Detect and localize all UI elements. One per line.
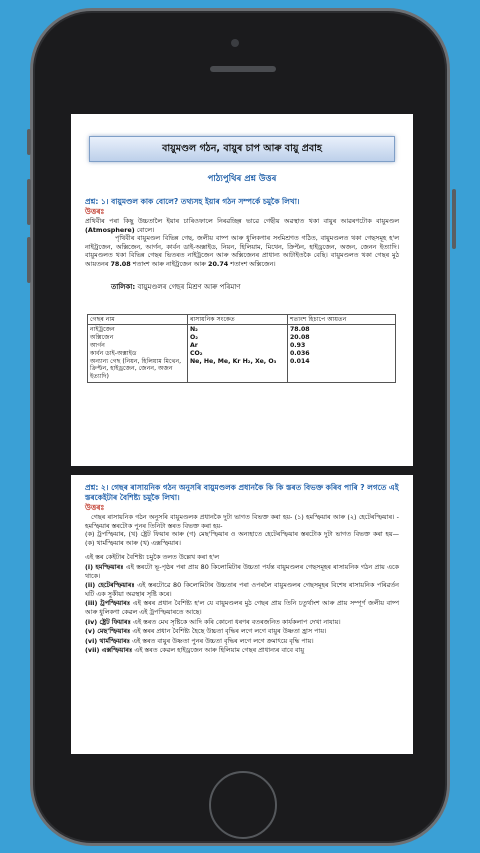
front-camera bbox=[231, 39, 239, 47]
power-button bbox=[452, 189, 456, 249]
document-page-2 bbox=[71, 475, 413, 754]
question-1: প্ৰশ্ন: ১। বায়ুমণ্ডল কাক বোলে? তথ্যসহ ইয়াৰ গঠন সম্পৰ্কে চমুকৈ লিখা। bbox=[85, 197, 300, 206]
layer-item: (v) মেছ'স্ফিয়াৰঃ এই স্তৰৰ প্ৰধান বৈশিষ্ট্য হৈছে উচ্চতা বৃদ্ধিৰ লগে লগে বায়ুৰ উষ্ণতা হ্ৰাস পায়। bbox=[85, 627, 327, 636]
gas-composition-table bbox=[87, 314, 396, 383]
table-row bbox=[88, 325, 396, 383]
answer-paragraph-3: এই স্তৰ কেইটাৰ বৈশিষ্ট্য চমুকৈ তলত উল্লেখ কৰা হ'ল bbox=[85, 553, 219, 562]
volume-down-button bbox=[27, 237, 31, 283]
answer-paragraph-2: (ক) ট্ৰপস্ফিয়াৰ, (খ) ষ্ট্ৰেট ফিয়াৰ আৰু (গ) মেছ'স্ফিয়াৰ ও অন্যহাতে হেটেৰস্ফিয়াৰ স্তৰটোক দুটা ভাগত বিভক্ত কৰা হয়— (ক) থাৰ্মস্ফিয়াৰ আৰু (খ) এক্সস্ফিয়াৰ। bbox=[85, 530, 399, 547]
answer-paragraph-2: পৃথিবীৰ বায়ুমণ্ডল বিভিন্ন গেছ, জলীয় বাষ্প আৰু ধুলিকণাৰ সংমিশ্ৰণত গঠিত, বায়ুমণ্ডলত থকা গেছসমূহ হ'ল নাইট্ৰজেন, অক্সিজেন, আৰ্গন, কাৰ্বন ডাই-অক্সাইড, নিয়ন, হিলিয়াম, মিথেন, ক্ৰিপ্টন, হাইড্ৰজেন, অজন, জেনন ইত্যাদি। বায়ুমণ্ডলত থকা বিভিন্ন গেছৰ ভিতৰত নাইট্ৰজেন আৰু অক্সিজেনৰ প্ৰাধান্য আটাইতকৈ বেছি। বায়ুমণ্ডলত থকা গেছৰ মুঠ আয়তনৰ 78.08 শতাংশ আৰু নাইট্ৰজেন আৰু 20.74 শতাংশ অক্সিজেন। bbox=[85, 234, 399, 268]
answer-label: উত্তৰঃ bbox=[85, 503, 105, 512]
table-header-row bbox=[88, 314, 396, 325]
layer-item: (vii) এক্সস্ফিয়াৰঃ এই স্তৰত কেৱল হাইড্ৰজেন আৰু হিলিয়াম গেছৰ প্ৰাধান্যৰ বাবে বায়ু bbox=[85, 646, 305, 655]
table-header-cell: শতাংশ হিচাপে আয়তন bbox=[288, 314, 396, 325]
layer-item: (i) হমস্ফিয়াৰঃ এই স্তৰটো ভূ-পৃষ্ঠৰ পৰা প্ৰায় 80 কিলোমিটাৰ উচ্চতা পৰ্যন্ত বায়ুমণ্ডলৰ গেছসমূহৰ ৰাসায়নিক গঠন প্ৰায় একে থাকে। bbox=[85, 562, 399, 580]
answer-label: উত্তৰঃ bbox=[85, 207, 105, 216]
table-cell: 78.08 20.08 0.93 0.036 0.014 bbox=[288, 325, 396, 383]
screen bbox=[71, 114, 413, 754]
chapter-title-banner: বায়ুমণ্ডল গঠন, বায়ুৰ চাপ আৰু বায়ু প্ৰবাহ bbox=[89, 136, 395, 162]
question-2: প্ৰশ্ন: ২। গেছৰ ৰাসায়নিক গঠন অনুসৰি বায়ুমণ্ডলক প্ৰধানকৈ কি কি স্তৰত বিভক্ত কৰিব পাৰি ? লগতে এই স্তৰকেইটাৰ বৈশিষ্ট্য চমুকৈ লিখা। bbox=[85, 483, 399, 502]
phone-frame bbox=[30, 8, 450, 846]
document-page-1 bbox=[71, 114, 413, 466]
page-separator bbox=[71, 466, 413, 475]
mute-switch bbox=[27, 129, 31, 155]
table-header-cell: গেছৰ নাম bbox=[88, 314, 188, 325]
table-cell: N₂ O₂ Ar CO₂ Ne, He, Me, Kr H₂, Xe, O₃ bbox=[188, 325, 288, 383]
answer-paragraph-1: প্ৰথিবীৰ পৰা কিছু উচ্চতালৈ ইয়াৰ চাৰিওফালে নিৰৱচ্ছিন্ন ভাৱে গেছীয় অৱস্থাত থকা বায়ুৰ আৱৰণটোক বায়ুমণ্ডল (Atmosphere) বোলে। bbox=[85, 217, 399, 234]
earpiece-speaker bbox=[210, 66, 276, 72]
layer-item: (iv) ষ্ট্ৰেট ফিয়াৰঃ এই স্তৰত মেঘ সৃষ্টিকে আদি কৰি কোনো ধৰণৰ বতৰজনিত কাৰ্যকলাপ দেখা নাযায়। bbox=[85, 617, 341, 626]
layer-item: (ii) হেটেৰস্ফিয়াৰঃ এই স্তৰটোৱে 80 কিলোমিটাৰ উচ্চতাৰ পৰা ওপৰলৈ বায়ুমণ্ডলৰ গেছসমূহৰ বিশেষ ৰাসায়নিক পৰিৱৰ্তন ঘটি এক সুকীয়া অৱস্থাৰ সৃষ্টি কৰে। bbox=[85, 581, 399, 598]
answer-paragraph-1: গেছৰ ৰাসায়নিক গঠন অনুসৰি বায়ুমণ্ডলক প্ৰধানকৈ দুটা ভাগত বিভক্ত কৰা হয়- (১) হমস্ফিয়াৰ আৰু (২) হেটেৰস্ফিয়াৰ। - হমস্ফিয়াৰ স্তৰটোক পুনৰ তিনিটা স্তৰত বিভক্ত কৰা হয়- bbox=[85, 513, 399, 530]
layer-item: (vi) থাৰ্মস্ফিয়াৰঃ এই স্তৰত বায়ুৰ উষ্ণতা পুনৰ উচ্চতা বৃদ্ধিৰ লগে লগে ক্ৰমাৎয়ে বৃদ্ধি পায়। bbox=[85, 636, 314, 645]
section-subheading: পাঠ্যপুথিৰ প্ৰশ্ন উত্তৰ bbox=[207, 174, 277, 184]
table-header-cell: ৰাসায়নিক সংকেত bbox=[188, 314, 288, 325]
table-cell: নাইট্ৰজেন অক্সিজেন আৰ্গন কাৰ্বন ডাই-অক্সাইড অন্যান্য গেছ (নিয়ন, হিলিয়াম মিথেন, ক্ৰিপ্টন, হাইড্ৰজেন, জেনন, অজন ইত্যাদি) bbox=[88, 325, 188, 383]
home-button[interactable] bbox=[209, 771, 277, 839]
volume-up-button bbox=[27, 179, 31, 225]
layer-item: (iii) ট্ৰপস্ফিয়াৰঃ এই স্তৰৰ প্ৰধান বৈশিষ্ট্য হ'ল যে বায়ুমণ্ডলৰ মুঠ গেছৰ প্ৰায় তিনি চতুৰ্থাংশ আৰু প্ৰায় সম্পূৰ্ণ জলীয় বাষ্প আৰু ধুলিকণা কেৱল এই ট্ৰপস্ফিয়াৰতে আছে। bbox=[85, 599, 399, 616]
table-title: তালিকা: বায়ুমণ্ডলৰ গেছৰ মিশ্ৰণ আৰু পৰিমাণ bbox=[111, 282, 241, 291]
